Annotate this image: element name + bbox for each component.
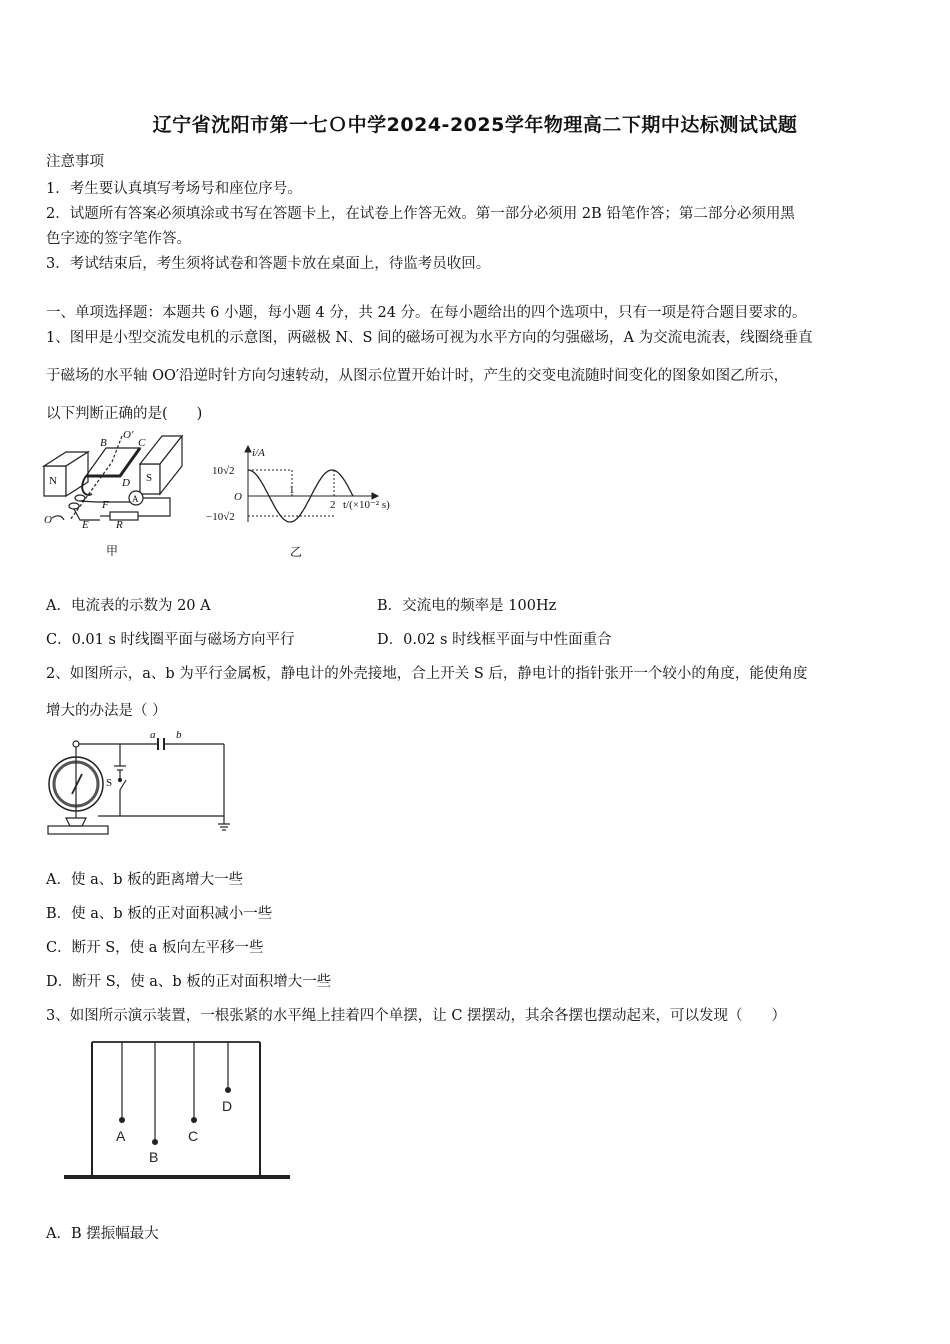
notice-item-1: 1．考生要认真填写考场号和座位序号。: [46, 181, 302, 197]
label-o-prime: O′: [123, 429, 134, 441]
y-tick-negative: −10√2: [206, 511, 235, 523]
resistor: [110, 512, 138, 520]
notice-item-2-cont: 色字迹的签字笔作答。: [46, 231, 191, 247]
pendulum-c: [191, 1117, 197, 1123]
q2-line-1: 2、如图所示，a、b 为平行金属板，静电计的外壳接地，合上开关 S 后，静电计的指针张开一个较小的角度，能使角度: [46, 666, 808, 682]
q2-line-2: 增大的办法是（ ）: [46, 703, 167, 719]
x-axis-label: t/(×10⁻² s): [343, 499, 390, 511]
label-n: N: [49, 475, 57, 487]
q2-option-d: D．断开 S，使 a、b 板的正对面积增大一些: [46, 974, 332, 990]
label-e: E: [82, 519, 89, 531]
origin-label: O: [234, 491, 242, 503]
caption-jia: 甲: [106, 544, 119, 558]
q2-option-c: C．断开 S，使 a 板向左平移一些: [46, 940, 264, 956]
x-tick-2: 2: [330, 499, 336, 511]
q3-line: 3、如图所示演示装置，一根张紧的水平绳上挂着四个单摆，让 C 摆摆动，其余各摆也摆动起来，可以发现（ ）: [46, 1008, 787, 1024]
electroscope-circuit: [42, 728, 242, 846]
label-pendulum-c: C: [188, 1128, 199, 1144]
q2-option-a: A．使 a、b 板的距离增大一些: [46, 872, 244, 888]
pointer: [72, 774, 82, 794]
generator-figure: [40, 428, 200, 563]
notice-heading: 注意事项: [46, 154, 104, 170]
page-title: 辽宁省沈阳市第一七Ｏ中学2024-2025学年物理高二下期中达标测试试题: [152, 114, 798, 136]
section-heading: 一、单项选择题：本题共 6 小题，每小题 4 分，共 24 分。在每小题给出的四个选项中，只有一项是符合题目要求的。: [46, 305, 807, 321]
label-d: D: [122, 477, 130, 489]
coil: [86, 448, 140, 476]
label-c: C: [138, 437, 146, 449]
label-f: F: [102, 499, 109, 511]
q2-option-b: B．使 a、b 板的正对面积减小一些: [46, 906, 273, 922]
q1-option-b: B．交流电的频率是 100Hz: [377, 598, 557, 614]
pendulum-b: [152, 1139, 158, 1145]
caption-yi: 乙: [290, 545, 303, 559]
notice-item-3: 3．考试结束后，考生须将试卷和答题卡放在桌面上，待监考员收回。: [46, 256, 491, 272]
label-r: R: [116, 519, 123, 531]
q1-line-2: 于磁场的水平轴 OO′沿逆时针方向匀速转动，从图示位置开始计时，产生的交变电流随时间变化的图象如图乙所示，: [46, 368, 789, 384]
current-graph: [200, 442, 410, 564]
label-a: A: [132, 494, 139, 504]
y-axis-label: i/A: [252, 447, 265, 459]
pendulum-a: [119, 1117, 125, 1123]
label-switch: S: [106, 777, 113, 789]
pendulum-apparatus: [60, 1038, 296, 1184]
label-plate-a: a: [150, 729, 156, 741]
y-tick-positive: 10√2: [212, 465, 235, 477]
q1-line-3: 以下判断正确的是( ): [46, 406, 203, 422]
q1-option-c: C．0.01 s 时线圈平面与磁场方向平行: [46, 632, 295, 648]
q1-line-1: 1、图甲是小型交流发电机的示意图，两磁极 N、S 间的磁场可视为水平方向的匀强磁场，A 为交流电流表，线圈绕垂直: [46, 330, 813, 346]
label-s: S: [146, 472, 153, 484]
q3-option-a: A．B 摆振幅最大: [46, 1226, 159, 1242]
label-b: B: [100, 437, 107, 449]
notice-item-2: 2．试题所有答案必须填涂或书写在答题卡上，在试卷上作答无效。第一部分必须用 2B 铅笔作答；第二部分必须用黑: [46, 206, 795, 222]
label-pendulum-a: A: [116, 1128, 126, 1144]
label-plate-b: b: [176, 729, 182, 741]
q1-option-a: A．电流表的示数为 20 A: [46, 598, 211, 614]
label-pendulum-d: D: [222, 1098, 233, 1114]
q1-option-d: D．0.02 s 时线框平面与中性面重合: [377, 632, 612, 648]
label-o: O: [44, 514, 52, 526]
label-pendulum-b: B: [149, 1149, 159, 1165]
x-tick-1: 1: [289, 484, 295, 496]
pendulum-d: [225, 1087, 231, 1093]
